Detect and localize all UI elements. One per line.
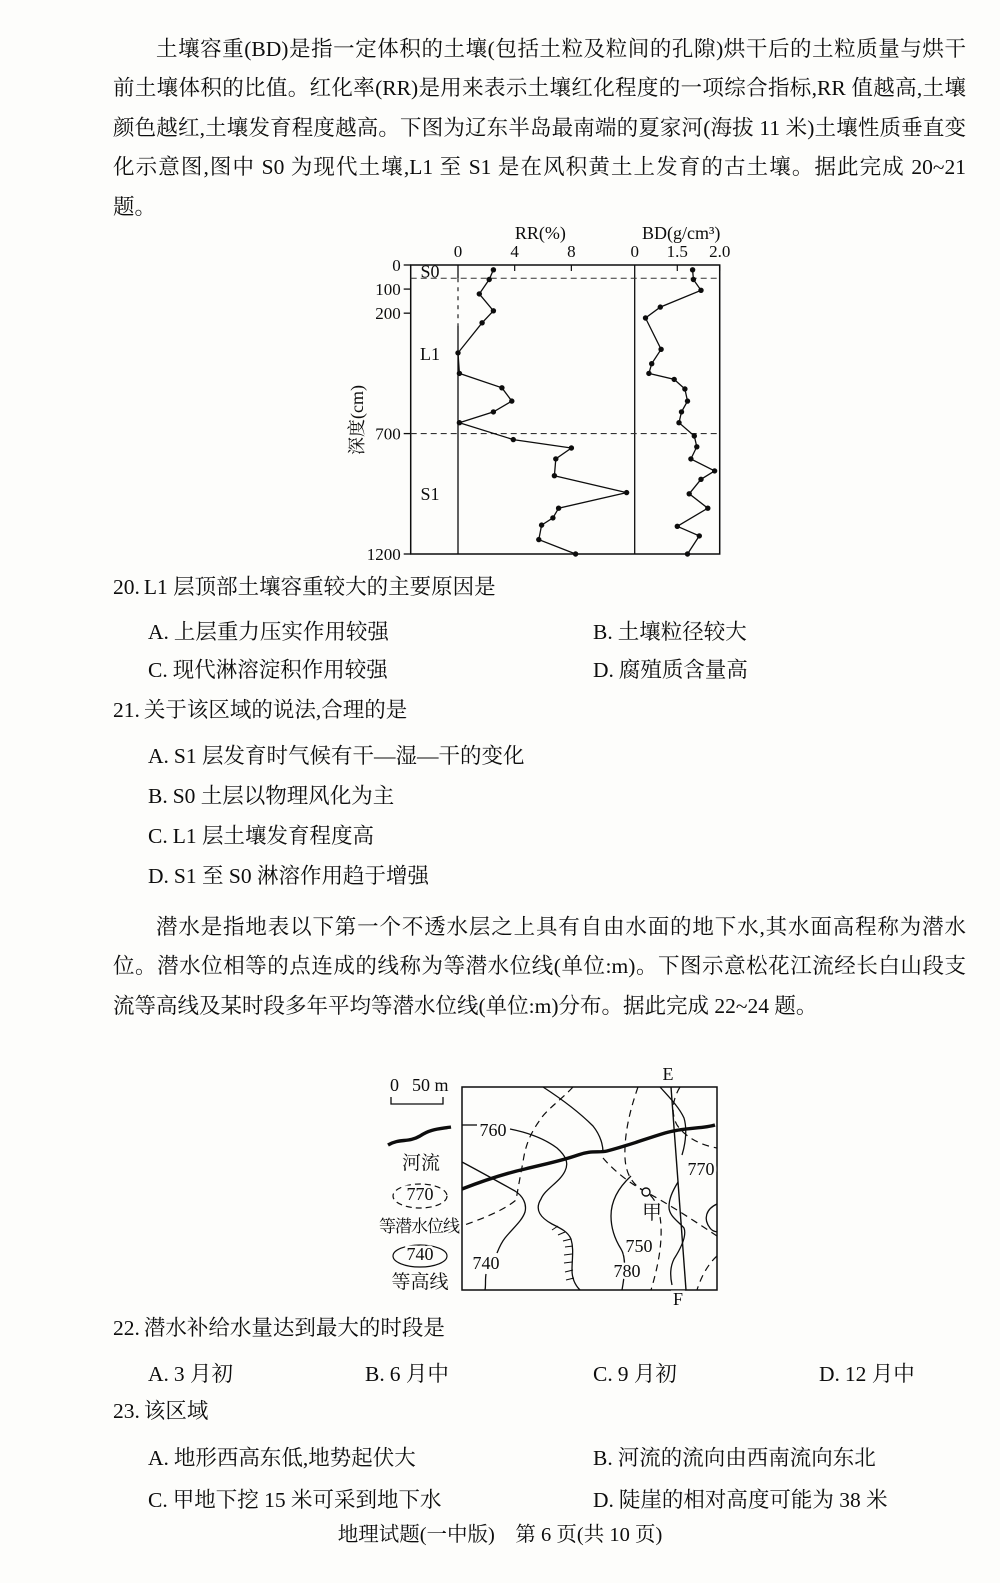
question-stem-text: 潜水补给水量达到最大的时段是	[143, 1316, 445, 1340]
layer-label-l1: L1	[420, 344, 440, 365]
data-point	[539, 522, 544, 527]
data-point	[705, 506, 710, 511]
data-point	[685, 551, 690, 556]
option-23-d: D. 陡崖的相对高度可能为 38 米	[593, 1488, 888, 1512]
data-point	[658, 304, 663, 309]
question-23	[113, 1395, 983, 1521]
depth-tick-label: 200	[375, 304, 401, 324]
depth-tick-label: 1200	[366, 545, 401, 564]
data-point	[687, 491, 692, 496]
question-22	[113, 1312, 983, 1394]
data-point	[550, 515, 555, 520]
question-number: 21.	[113, 698, 140, 722]
data-point	[536, 537, 541, 542]
scale-bar-zero: 0	[390, 1075, 399, 1095]
layer-label-s1: S1	[420, 483, 440, 504]
data-point	[643, 315, 648, 320]
question-23-stem	[113, 1395, 983, 1427]
soil-profile-chart	[335, 215, 735, 567]
cliff-hachures	[552, 1226, 574, 1280]
contour-right-bulge	[706, 1204, 717, 1232]
question-number: 20.	[113, 575, 140, 599]
scale-bar	[391, 1097, 443, 1104]
option-23-c: C. 甲地下挖 15 米可采到地下水	[148, 1488, 442, 1512]
question-21	[113, 694, 973, 896]
data-point	[624, 490, 629, 495]
x-tick-label: 1.5	[666, 242, 688, 261]
chart-frame	[411, 265, 720, 554]
river-legend-symbol	[388, 1127, 451, 1145]
data-point	[698, 288, 703, 293]
scale-bar-value: 50 m	[412, 1075, 449, 1095]
water-table-legend-label: 等潜水位线	[379, 1217, 459, 1236]
section-endpoint-e: E	[662, 1064, 674, 1084]
data-point	[477, 291, 482, 296]
water-table-line-top-right	[673, 1087, 717, 1148]
option-21-a: A. S1 层发育时气候有干—湿—干的变化	[148, 744, 525, 768]
question-number: 22.	[113, 1316, 140, 1340]
x-tick-label: 4	[510, 242, 519, 261]
contour-map-figure	[375, 1058, 725, 1310]
data-point	[690, 267, 695, 272]
option-22-c: C. 9 月初	[593, 1362, 677, 1386]
question-number: 23.	[113, 1399, 140, 1423]
contour-label-750: 750	[625, 1236, 653, 1256]
x-tick-label: 0	[453, 242, 463, 261]
bd-axis-title: BD(g/cm³)	[642, 223, 721, 243]
data-point	[658, 347, 663, 352]
data-point	[682, 386, 687, 391]
contour-label-770: 770	[687, 1159, 715, 1179]
x-tick-label: 0	[630, 242, 639, 261]
layer-label-s0: S0	[420, 261, 440, 282]
map-legend	[379, 1075, 460, 1293]
data-point	[649, 361, 654, 366]
water-table-label-780: 780	[613, 1261, 641, 1281]
option-20-d: D. 腐殖质含量高	[593, 658, 748, 682]
data-point	[553, 456, 558, 461]
data-point	[455, 350, 460, 355]
data-point	[692, 433, 697, 438]
option-20-c: C. 现代淋溶淀积作用较强	[148, 658, 388, 682]
data-point	[698, 477, 703, 482]
option-20-a: A. 上层重力压实作用较强	[148, 620, 389, 644]
x-tick-label: 2.0	[709, 242, 731, 261]
depth-tick-label: 100	[375, 280, 401, 300]
option-23-b: B. 河流的流向由西南流向东北	[593, 1446, 876, 1470]
jia-point-marker	[642, 1188, 650, 1196]
contour-legend-value: 740	[406, 1244, 434, 1264]
intro-paragraph-groundwater: 潜水是指地表以下第一个不透水层之上具有自由水面的地下水,其水面高程称为潜水位。潜水位相等的点连成的线称为等潜水位线(单位:m)。下图示意松花江流经长白山段支流等高线及某时段多年平均等潜水位线(单位:m)分布。据此完成 22~24 题。	[113, 914, 966, 1018]
x-tick-label: 8	[567, 242, 576, 261]
data-point	[491, 409, 496, 414]
data-point	[688, 456, 693, 461]
data-point	[679, 409, 684, 414]
water-table-legend-value: 770	[406, 1184, 434, 1204]
data-point	[457, 420, 462, 425]
depth-tick-label: 700	[375, 424, 401, 444]
river-legend-label: 河流	[401, 1153, 441, 1174]
contour-740-line	[462, 1162, 526, 1253]
water-table-line-upper-left	[462, 1087, 573, 1226]
rr-axis-title: RR(%)	[514, 223, 566, 243]
option-22-b: B. 6 月中	[365, 1362, 449, 1386]
data-point	[672, 377, 677, 382]
depth-tick-label: 0	[392, 256, 401, 275]
data-point	[685, 398, 690, 403]
data-point	[694, 444, 699, 449]
question-20	[113, 571, 973, 689]
contour-label-760: 760	[479, 1120, 507, 1140]
question-stem-text: 该区域	[143, 1399, 209, 1423]
data-point	[646, 371, 651, 376]
data-point	[511, 437, 516, 442]
data-point	[676, 420, 681, 425]
page-footer: 地理试题(一中版) 第 6 页(共 10 页)	[337, 1524, 663, 1546]
contour-740-tail	[485, 1274, 486, 1290]
data-point	[675, 524, 680, 529]
data-point	[691, 277, 696, 282]
contour-top-middle	[543, 1087, 603, 1152]
data-point	[556, 506, 561, 511]
data-point	[552, 473, 557, 478]
option-21-c: C. L1 层土壤发育程度高	[148, 824, 374, 848]
water-table-line-bottom-right	[697, 1256, 717, 1290]
data-point	[457, 371, 462, 376]
option-23-a: A. 地形西高东低,地势起伏大	[148, 1446, 416, 1470]
question-23-options	[148, 1437, 983, 1521]
question-22-stem	[113, 1312, 983, 1344]
question-22-options	[148, 1354, 983, 1394]
data-point	[479, 320, 484, 325]
data-point	[491, 308, 496, 313]
intro-paragraph-soil: 土壤容重(BD)是指一定体积的土壤(包括土粒及粒间的孔隙)烘干后的土粒质量与烘干前土壤体积的比值。红化率(RR)是用来表示土壤红化程度的一项综合指标,RR 值越高,土壤颜色越红,土壤发育程度越高。下图为辽东半岛最南端的夏家河(海拔 11 米)土壤性质垂直变化示意图,图中 S0 为现代土壤,L1 至 S1 是在风积黄土上发育的古土壤。据此完成 20~21 题。	[113, 36, 966, 219]
contour-label-740: 740	[472, 1253, 500, 1273]
question-20-stem	[113, 571, 973, 603]
question-21-options	[113, 736, 973, 896]
data-point	[491, 267, 496, 272]
option-22-d: D. 12 月中	[819, 1362, 915, 1386]
question-stem-text: L1 层顶部土壤容重较大的主要原因是	[143, 575, 496, 599]
data-point	[487, 277, 492, 282]
contour-legend-label: 等高线	[391, 1272, 449, 1293]
section-endpoint-f: F	[672, 1289, 684, 1309]
depth-axis-label: 深度(cm)	[347, 385, 367, 455]
question-21-stem	[113, 694, 973, 726]
question-stem-text: 关于该区域的说法,合理的是	[143, 698, 408, 722]
data-point	[569, 445, 574, 450]
option-22-a: A. 3 月初	[148, 1362, 234, 1386]
data-point	[712, 468, 717, 473]
contour-760-line	[510, 1129, 580, 1290]
option-21-b: B. S0 土层以物理风化为主	[148, 784, 395, 808]
option-21-d: D. S1 至 S0 淋溶作用趋于增强	[148, 864, 429, 888]
data-point	[697, 533, 702, 538]
data-point	[499, 385, 504, 390]
data-point	[573, 551, 578, 556]
rr-curve	[458, 270, 627, 554]
question-20-options	[148, 613, 973, 689]
option-20-b: B. 土壤粒径较大	[593, 620, 747, 644]
data-point	[509, 398, 514, 403]
jia-point-label: 甲	[642, 1202, 662, 1224]
